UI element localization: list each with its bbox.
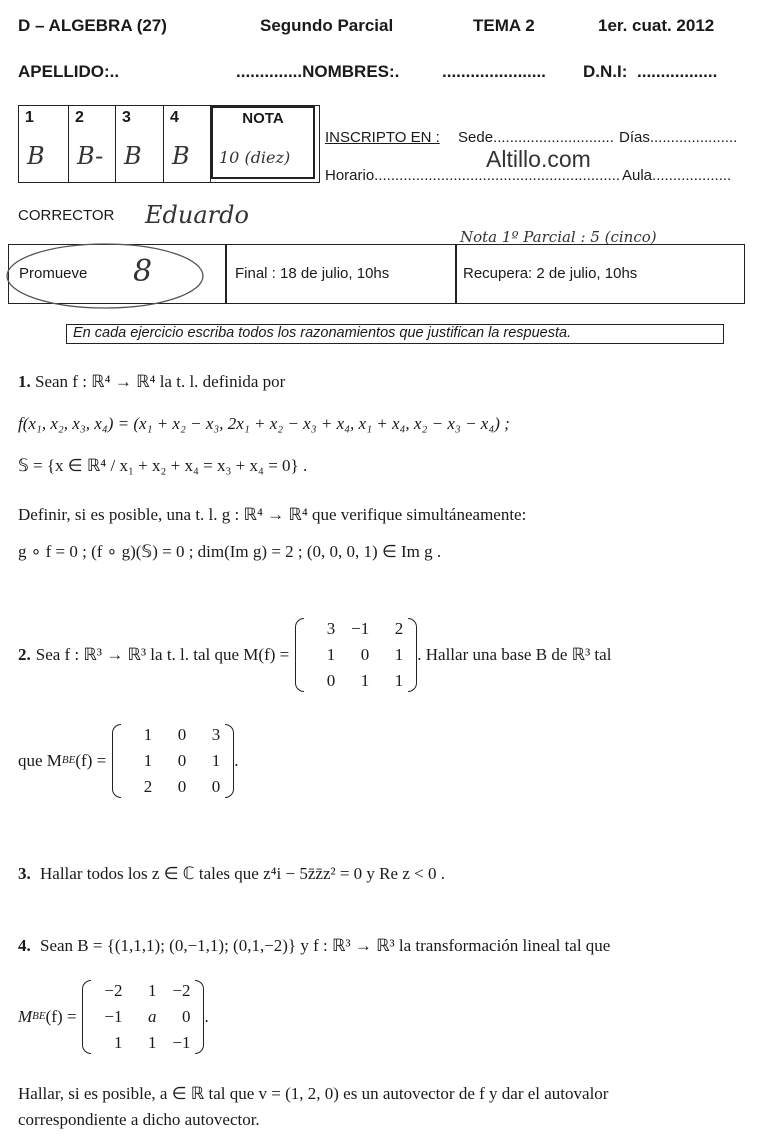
m2-cell: 1	[143, 724, 153, 744]
m3-cell: −1	[104, 1006, 123, 1026]
m2-cell: 3	[211, 724, 221, 744]
m1-cell: 1	[326, 644, 336, 664]
m1-cell: 0	[360, 644, 370, 664]
m2-cell: 1	[211, 750, 221, 770]
exercise-2-text-pre: Sea f : ℝ³ → ℝ³ la t. l. tal que M(f) =	[35, 644, 290, 664]
m1-cell: 2	[394, 618, 404, 638]
m1-cell: 3	[326, 618, 336, 638]
exercise-2-que-m: que M	[18, 750, 62, 770]
exercise-4-mid: (f) =	[45, 1006, 77, 1026]
grade-value-3: B	[124, 142, 142, 170]
promueve-label: Promueve	[19, 265, 88, 282]
m2-cell: 0	[211, 776, 221, 796]
grade-header-3: 3	[122, 109, 131, 126]
course-title: D – ALGEBRA (27)	[18, 16, 167, 35]
exam-theme: TEMA 2	[473, 16, 535, 35]
exercise-2-statement	[18, 616, 611, 694]
exercise-4-line-3: correspondiente a dicho autovector.	[18, 1110, 260, 1129]
m3-cell: 1	[147, 1032, 157, 1052]
exercise-2-mid: (f) =	[75, 750, 107, 770]
final-date: Final : 18 de julio, 10hs	[235, 265, 390, 282]
sede-field: Sede.............................	[458, 129, 614, 146]
dni-label: D.N.I:	[583, 62, 628, 81]
nota-value: 10 (diez)	[219, 148, 291, 167]
exercise-3-statement	[18, 864, 445, 884]
corrector-label: CORRECTOR	[18, 207, 115, 224]
inscripto-label: INSCRIPTO EN :	[325, 129, 440, 146]
grade-cell-1	[19, 106, 69, 182]
exercise-3-number: 3.	[18, 864, 31, 883]
exercise-1-line-2: f(x₁, x₂, x₃, x₄) = (x₁ + x₂ − x₃, 2x₁ + x₂ − x₃ + x₄, x₁ + x₄, x₂ − x₃ − x₄) ;	[18, 414, 510, 433]
m2-cell: 1	[143, 750, 153, 770]
exercise-4-subscript: BE	[32, 1010, 46, 1023]
horario-field: Horario...........................................................	[325, 167, 621, 184]
m3-cell: 1	[113, 1032, 123, 1052]
exercise-4-statement	[18, 936, 610, 956]
exercise-4-end: .	[204, 1006, 209, 1026]
nombres-label: ..............NOMBRES:.	[236, 62, 400, 81]
exercise-3-text: Hallar todos los z ∈ ℂ tales que z⁴i − 5z̄z̄z² = 0 y Re z < 0 .	[40, 864, 445, 883]
exercise-1-line-1: Sean f : ℝ⁴ → ℝ⁴ la t. l. definida por	[35, 372, 286, 391]
aula-field: Aula...................	[622, 167, 732, 184]
grade-header-4: 4	[170, 109, 179, 126]
grade-value-1: B	[27, 142, 45, 170]
m3-cell: 1	[147, 980, 157, 1000]
nombres-dots: ......................	[442, 62, 546, 81]
exercise-4-number: 4.	[18, 936, 31, 955]
apellido-label: APELLIDO:..	[18, 62, 120, 81]
matrix-m-f	[295, 616, 417, 694]
watermark: Altillo.com	[486, 146, 591, 172]
exercise-2-subscript: BE	[61, 754, 76, 767]
recupera-date: Recupera: 2 de julio, 10hs	[463, 265, 638, 282]
nota-box	[211, 106, 315, 179]
m2-cell: 2	[143, 776, 153, 796]
m2-cell: 0	[177, 724, 187, 744]
exercise-1-line-5: g ∘ f = 0 ; (f ∘ g)(𝕊) = 0 ; dim(Im g) = 2 ; (0, 0, 0, 1) ∈ Im g .	[18, 542, 442, 561]
grade-value-4: B	[172, 142, 190, 170]
matrix-m-be-f	[112, 722, 234, 800]
dias-field: Días.....................	[619, 129, 738, 146]
instruction-box: En cada ejercicio escriba todos los razonamientos que justifican la respuesta.	[66, 324, 724, 344]
m3-cell: 0	[181, 1006, 191, 1026]
grade-cell-4	[164, 106, 211, 182]
exercise-2-text-post: . Hallar una base B de ℝ³ tal	[417, 644, 612, 664]
grades-box	[18, 105, 320, 183]
m3-cell: −2	[172, 980, 191, 1000]
exam-term: 1er. cuat. 2012	[598, 16, 715, 35]
corrector-name: Eduardo	[145, 201, 249, 229]
m3-cell: −1	[172, 1032, 191, 1052]
m1-cell: −1	[351, 618, 370, 638]
exercise-2-end: .	[234, 750, 239, 770]
m1-cell: 1	[394, 644, 404, 664]
results-divider-1	[225, 245, 227, 303]
dni-dots: .................	[637, 62, 718, 81]
exercise-1-line-4: Definir, si es posible, una t. l. g : ℝ⁴ → ℝ⁴ que verifique simultáneamente:	[18, 505, 527, 524]
grade-cell-3	[116, 106, 164, 182]
exercise-1-line-3: 𝕊 = {x ∈ ℝ⁴ / x₁ + x₂ + x₄ = x₃ + x₄ = 0} .	[18, 456, 308, 475]
m3-cell: −2	[104, 980, 123, 1000]
grade-header-2: 2	[75, 109, 84, 126]
exercise-4-matrix-line	[18, 978, 209, 1056]
exercise-2-number: 2.	[18, 644, 31, 664]
m1-cell: 1	[394, 670, 404, 690]
grade-cell-2	[69, 106, 116, 182]
m3-cell: a	[147, 1006, 157, 1026]
exercise-4-line-1: Sean B = {(1,1,1); (0,−1,1); (0,1,−2)} y f : ℝ³ → ℝ³ la transformación lineal tal que	[40, 936, 611, 955]
m1-cell: 0	[326, 670, 336, 690]
exercise-1-statement	[18, 372, 285, 392]
matrix-m-be-f-4	[82, 978, 204, 1056]
exercise-4-m: M	[18, 1006, 33, 1026]
m1-cell: 1	[360, 670, 370, 690]
promueve-circle	[0, 238, 210, 318]
grade-header-1: 1	[25, 109, 34, 126]
promueve-value: 8	[133, 254, 153, 289]
nota-label: NOTA	[242, 110, 284, 127]
m2-cell: 0	[177, 776, 187, 796]
exercise-4-line-2: Hallar, si es posible, a ∈ ℝ tal que v = (1, 2, 0) es un autovector de f y dar el autovalor	[18, 1084, 609, 1103]
exercise-2-statement-2	[18, 722, 238, 800]
exercise-1-number: 1.	[18, 372, 31, 391]
exam-title: Segundo Parcial	[260, 16, 394, 35]
grade-value-2: B-	[77, 142, 104, 170]
m2-cell: 0	[177, 750, 187, 770]
results-divider-2	[455, 245, 457, 303]
nota-parcial: Nota 1º Parcial : 5 (cinco)	[460, 228, 657, 246]
